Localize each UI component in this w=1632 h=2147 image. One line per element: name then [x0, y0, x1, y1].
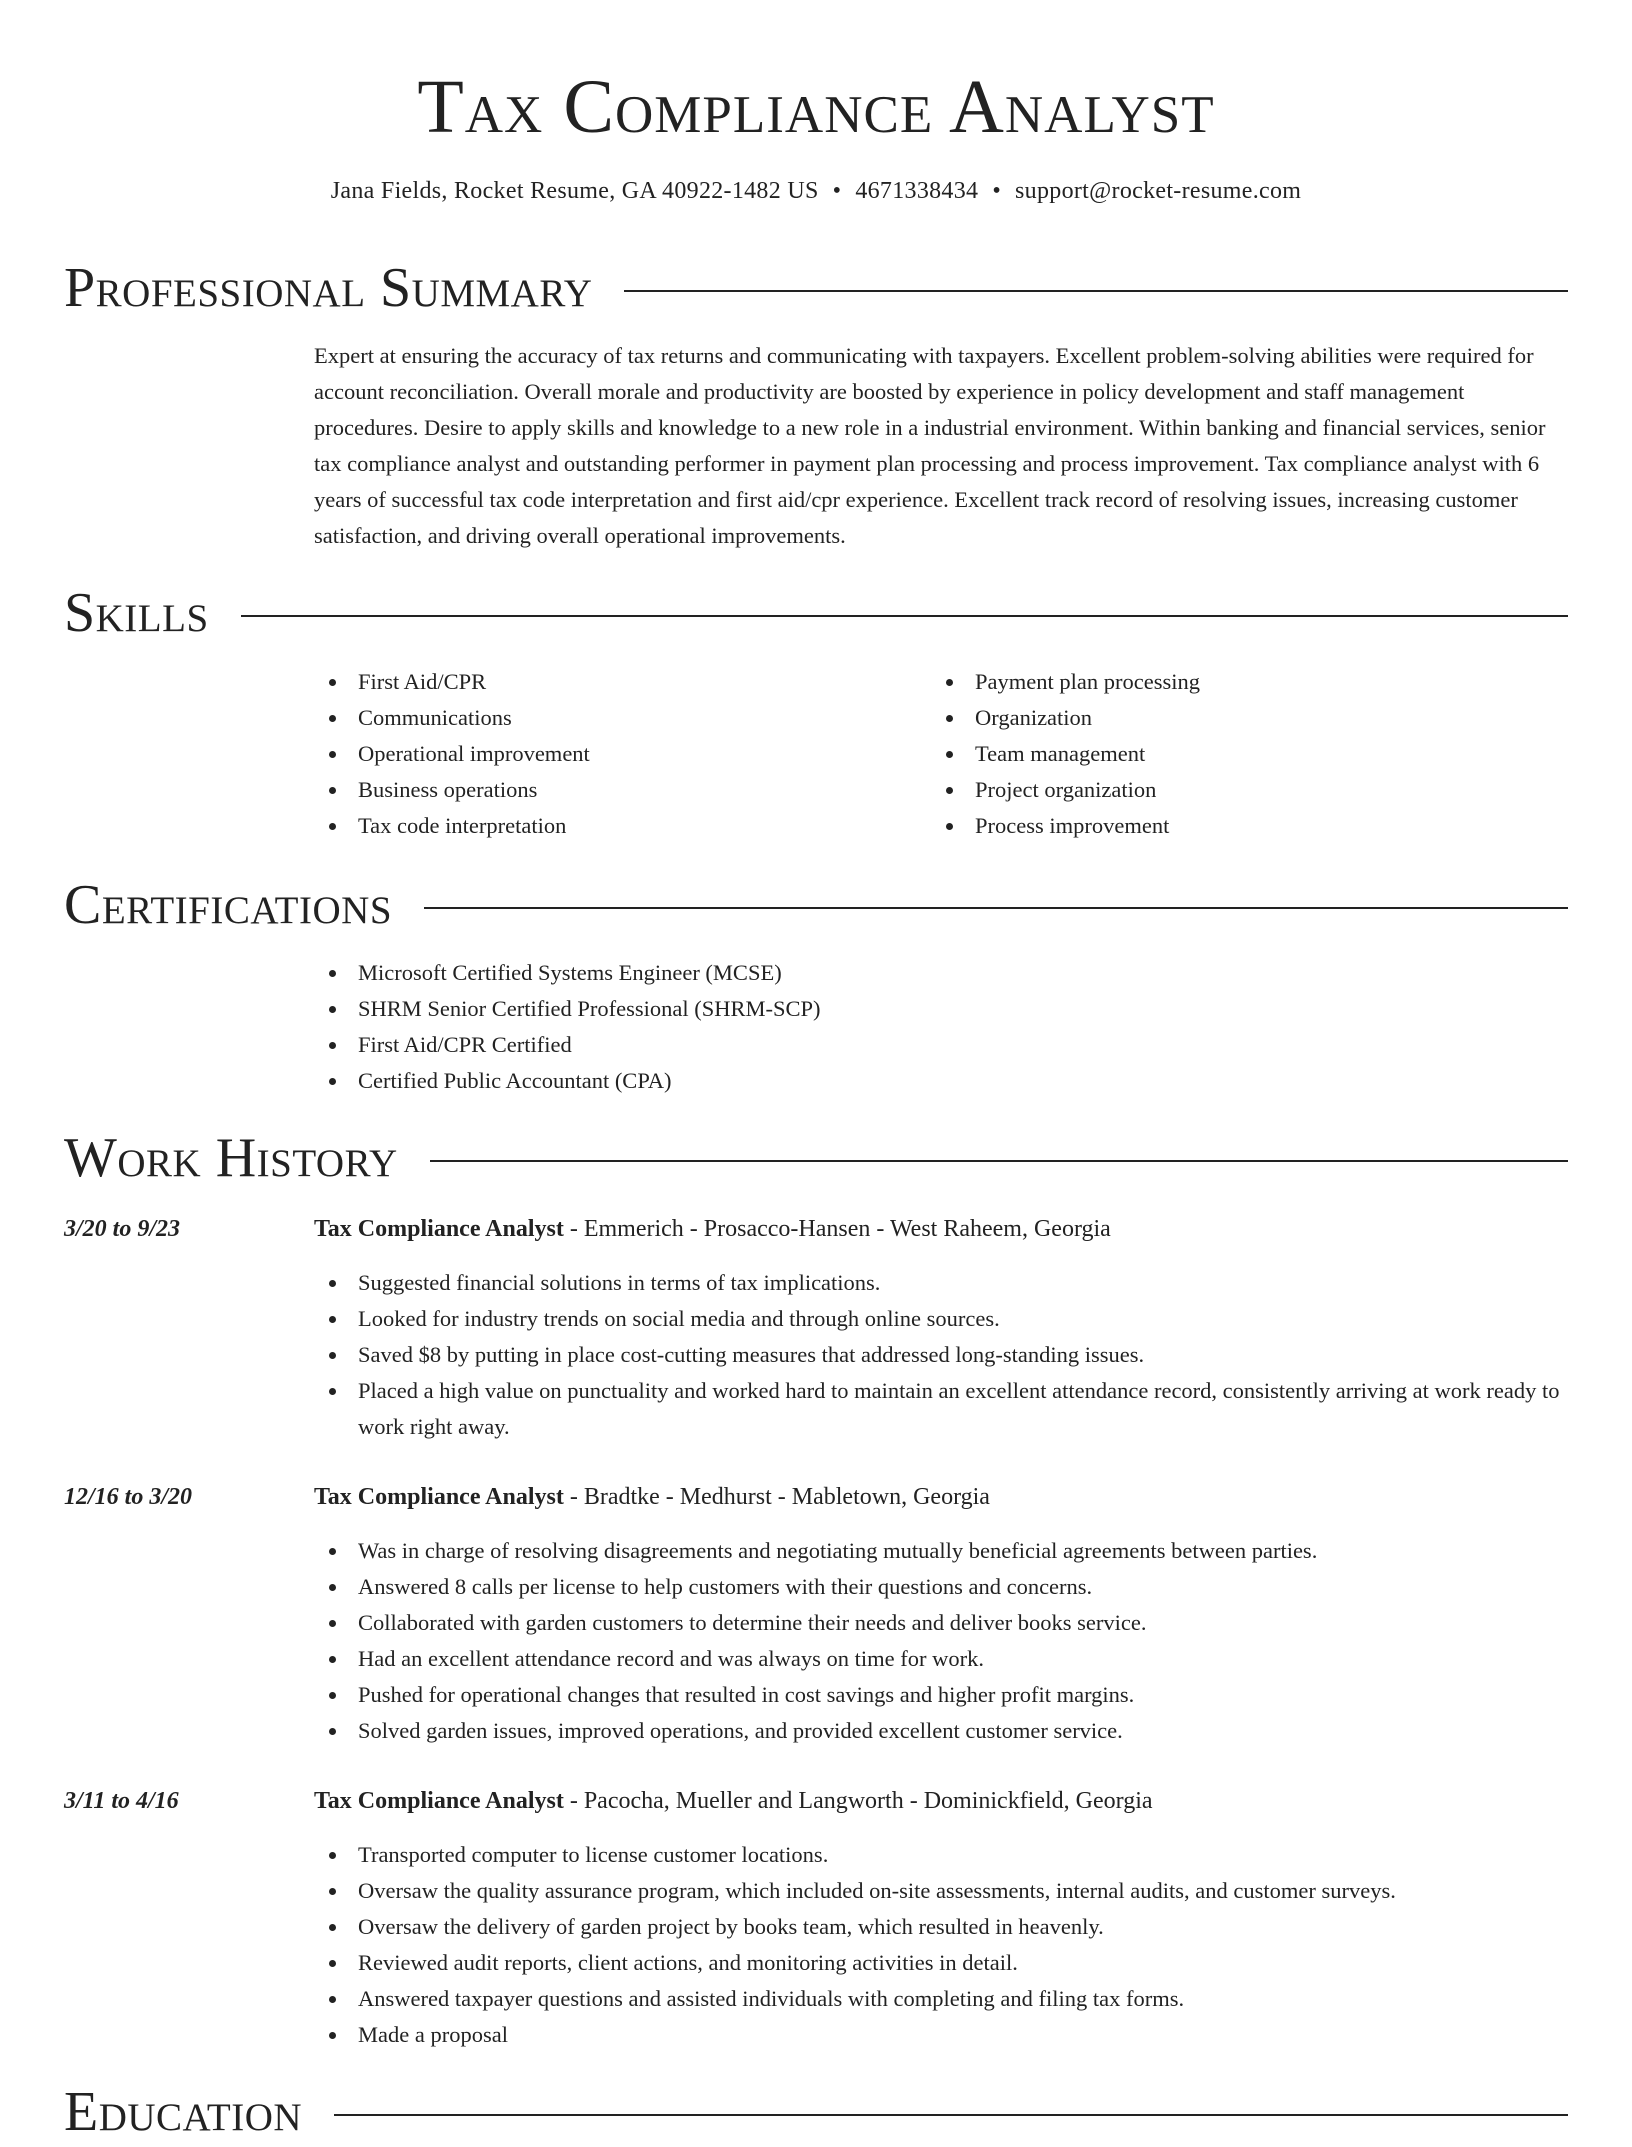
job-title: Tax Compliance Analyst [314, 1216, 564, 1242]
skill-item: Communications [314, 700, 914, 736]
job-bullet: Looked for industry trends on social media and through online sources. [314, 1301, 1568, 1337]
skills-heading: Skills [64, 582, 209, 644]
job-details: - Emmerich - Prosacco-Hansen - West Raheem, Georgia [563, 1216, 1111, 1242]
job-bullet: Collaborated with garden customers to determine their needs and deliver books service. [314, 1605, 1568, 1641]
job-dates: 12/16 to 3/20 [64, 1484, 193, 1510]
job-heading [314, 1211, 1111, 1247]
education-heading: Education [64, 2081, 303, 2143]
job-bullet: Answered taxpayer questions and assisted individuals with completing and filing tax forms. [314, 1981, 1568, 2017]
skills-column-left [314, 664, 914, 844]
job-title: Tax Compliance Analyst [314, 1484, 564, 1510]
job-dates: 3/11 to 4/16 [64, 1788, 179, 1814]
job-bullet: Pushed for operational changes that resulted in cost savings and higher profit margins. [314, 1677, 1568, 1713]
contact-address: Jana Fields, Rocket Resume, GA 40922-1482 US [330, 178, 819, 204]
section-divider [430, 1160, 1568, 1162]
job-bullet: Transported computer to license customer locations. [314, 1837, 1568, 1873]
job-bullet: Saved $8 by putting in place cost-cutting measures that addressed long-standing issues. [314, 1337, 1568, 1373]
skill-item: Payment plan processing [931, 664, 1531, 700]
work-history-heading: Work History [64, 1127, 398, 1189]
skill-item: Tax code interpretation [314, 808, 914, 844]
job-bullets [314, 1533, 1568, 1749]
job-bullet: Oversaw the quality assurance program, which included on-site assessments, internal audits, and customer surveys. [314, 1873, 1568, 1909]
job-details: - Bradtke - Medhurst - Mabletown, Georgia [563, 1484, 990, 1510]
job-bullet: Placed a high value on punctuality and worked hard to maintain an excellent attendance record, consistently arriving at work ready to work right away. [314, 1373, 1568, 1445]
job-bullet: Answered 8 calls per license to help customers with their questions and concerns. [314, 1569, 1568, 1605]
resume-title: Tax Compliance Analyst [417, 65, 1215, 149]
job-bullet: Suggested financial solutions in terms of tax implications. [314, 1265, 1568, 1301]
summary-text: Expert at ensuring the accuracy of tax returns and communicating with taxpayers. Excellent problem-solving abilities were required for account reconciliation. Overall morale and productivity are boosted by experience in policy development and staff management procedures. Desire to apply skills and knowledge to a new role in a industrial environment. Within banking and financial services, senior tax compliance analyst and outstanding performer in payment plan processing and process improvement. Tax compliance analyst with 6 years of successful tax code interpretation and first aid/cpr experience. Excellent track record of resolving issues, increasing customer satisfaction, and driving overall operational improvements. [314, 343, 1546, 548]
summary-section-header [64, 253, 1568, 323]
contact-email[interactable]: support@rocket-resume.com [1015, 178, 1302, 204]
contact-line [0, 176, 1632, 206]
job-bullet: Had an excellent attendance record and was always on time for work. [314, 1641, 1568, 1677]
skill-item: Project organization [931, 772, 1531, 808]
certifications-list [314, 955, 1314, 1099]
job-bullet: Solved garden issues, improved operations, and provided excellent customer service. [314, 1713, 1568, 1749]
job-bullet: Made a proposal [314, 2017, 1568, 2053]
job-dates: 3/20 to 9/23 [64, 1216, 181, 1242]
certification-item: Certified Public Accountant (CPA) [314, 1063, 1314, 1099]
contact-separator: • [992, 178, 1002, 204]
skills-column-right [931, 664, 1531, 844]
job-bullets [314, 1837, 1568, 2053]
skill-item: Team management [931, 736, 1531, 772]
skill-item: Process improvement [931, 808, 1531, 844]
certification-item: First Aid/CPR Certified [314, 1027, 1314, 1063]
job-bullet: Oversaw the delivery of garden project by books team, which resulted in heavenly. [314, 1909, 1568, 1945]
skill-item: First Aid/CPR [314, 664, 914, 700]
section-divider [624, 290, 1568, 292]
skill-item: Organization [931, 700, 1531, 736]
summary-heading: Professional Summary [64, 257, 593, 319]
skill-item: Operational improvement [314, 736, 914, 772]
certifications-heading: Certifications [64, 874, 393, 936]
skills-section-header [64, 578, 1568, 648]
skill-item: Business operations [314, 772, 914, 808]
section-divider [334, 2114, 1568, 2116]
job-details: - Pacocha, Mueller and Langworth - Dominickfield, Georgia [563, 1788, 1153, 1814]
contact-separator: • [832, 178, 842, 204]
section-divider [424, 907, 1568, 909]
work-history-section-header [64, 1123, 1568, 1193]
job-title: Tax Compliance Analyst [314, 1788, 564, 1814]
job-bullet: Was in charge of resolving disagreements and negotiating mutually beneficial agreements between parties. [314, 1533, 1568, 1569]
certification-item: Microsoft Certified Systems Engineer (MCSE) [314, 955, 1314, 991]
job-bullet: Reviewed audit reports, client actions, and monitoring activities in detail. [314, 1945, 1568, 1981]
job-bullets [314, 1265, 1568, 1445]
job-heading [314, 1783, 1153, 1819]
certifications-section-header [64, 870, 1568, 940]
education-section-header [64, 2077, 1568, 2147]
job-heading [314, 1479, 990, 1515]
section-divider [241, 615, 1568, 617]
contact-phone: 4671338434 [855, 178, 979, 204]
certification-item: SHRM Senior Certified Professional (SHRM-SCP) [314, 991, 1314, 1027]
